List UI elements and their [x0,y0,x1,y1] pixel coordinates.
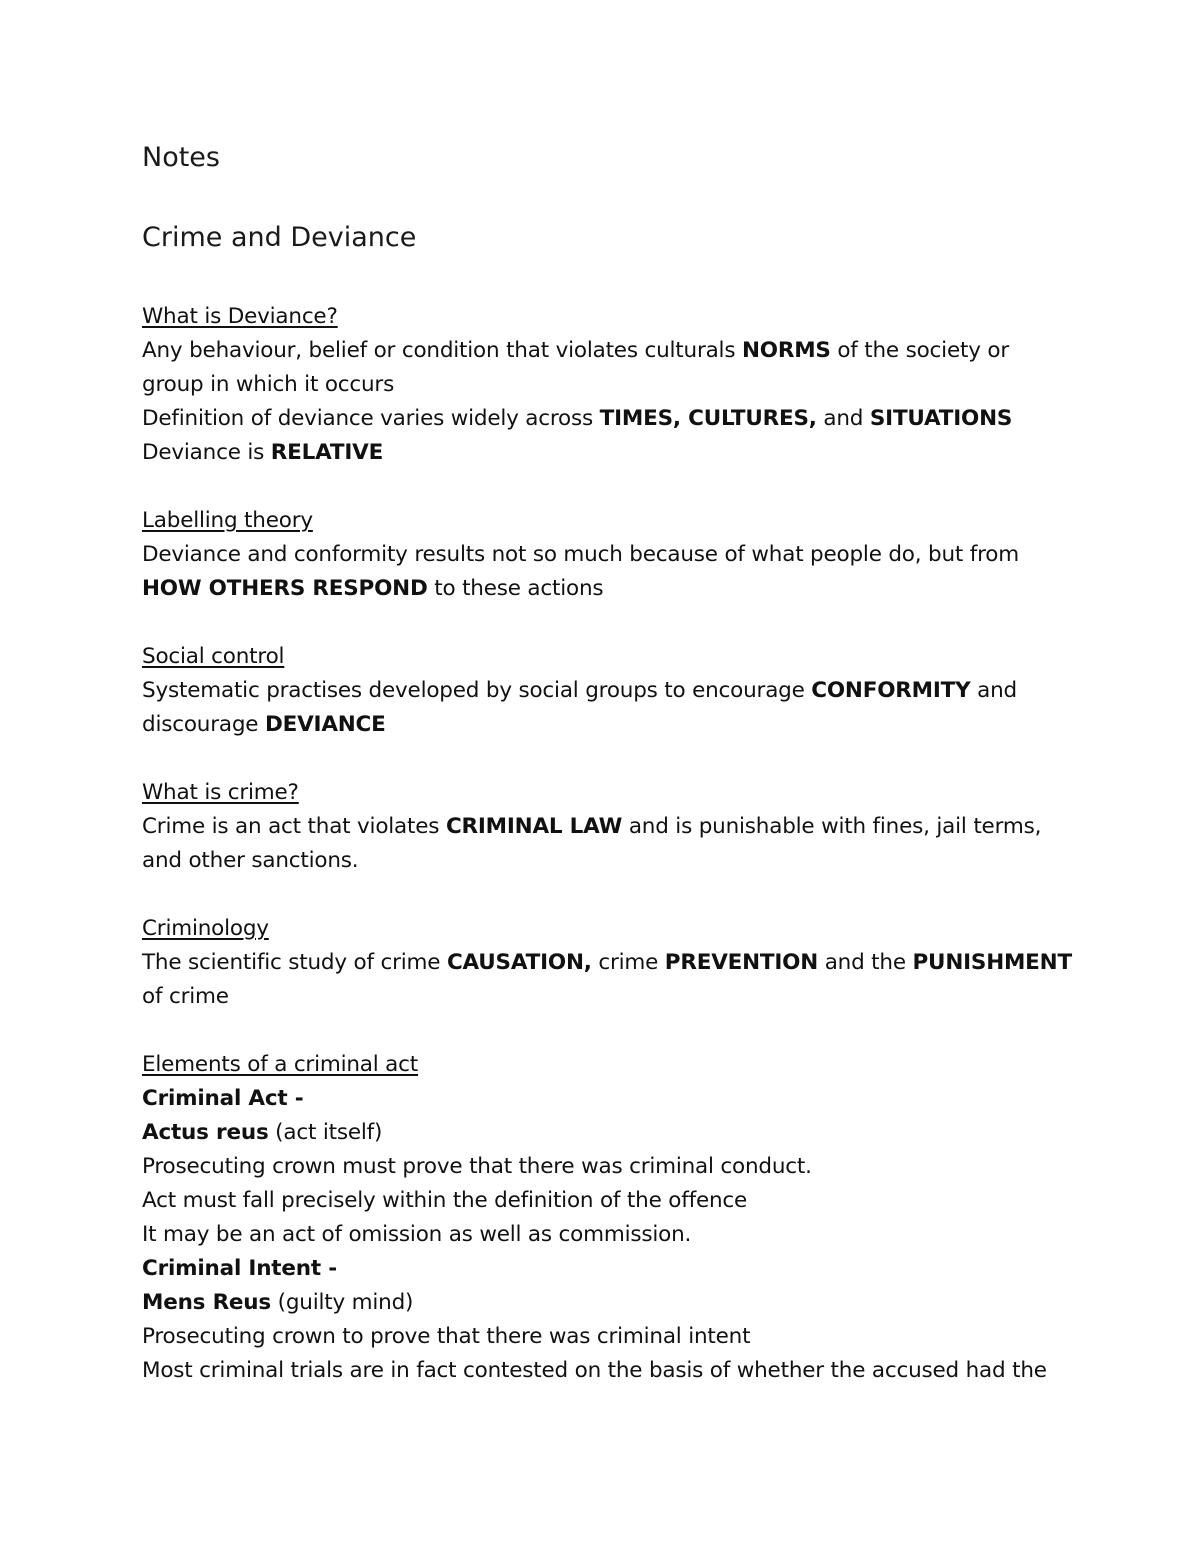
bold-term: Criminal Act - [142,1086,304,1111]
text-line [142,538,1062,572]
text-segment: group in which it occurs [142,372,395,397]
text-line [142,1354,1062,1388]
bold-term: DEVIANCE [264,712,386,737]
text-segment: The scientific study of crime [142,950,447,975]
text-line [142,1150,1062,1184]
text-segment: Most criminal trials are in fact contested on the basis of whether the accused had the [142,1358,1047,1383]
text-line [142,1116,1062,1150]
bold-term: NORMS [741,338,831,363]
text-line [142,1320,1062,1354]
text-line [142,1218,1062,1252]
text-segment: and [816,406,870,431]
section-heading [142,776,1062,810]
bold-term: CAUSATION, [446,950,592,975]
blank-line [142,606,1062,640]
bold-term: CONFORMITY [811,678,971,703]
text-segment: Systematic practises developed by social groups to encourage [142,678,812,703]
heading-text: Labelling theory [142,508,313,533]
text-line [142,572,1062,606]
bold-term: HOW OTHERS RESPOND [142,576,428,601]
text-segment: and is punishable with fines, jail terms, [622,814,1042,839]
text-segment: crime [591,950,665,975]
page-subtitle: Crime and Deviance [142,222,417,253]
heading-text: What is Deviance? [142,304,338,329]
text-segment: of the society or [830,338,1009,363]
heading-text: Criminology [142,916,269,941]
text-line [142,334,1062,368]
text-segment: (act itself) [268,1120,383,1145]
blank-line [142,470,1062,504]
blank-line [142,742,1062,776]
bold-term: Actus reus [142,1120,269,1145]
text-line [142,980,1062,1014]
bold-term: Mens Reus [142,1290,272,1315]
bold-term: Criminal Intent - [142,1256,337,1281]
heading-text: Social control [142,644,285,669]
text-line [142,844,1062,878]
bold-term: PUNISHMENT [912,950,1072,975]
section-heading [142,1048,1062,1082]
text-segment: Deviance and conformity results not so much because of what people do, but from [142,542,1020,567]
text-line [142,436,1062,470]
text-segment: Prosecuting crown to prove that there was criminal intent [142,1324,751,1349]
text-segment: of crime [142,984,229,1009]
bold-term: CRIMINAL LAW [445,814,623,839]
text-line [142,946,1072,980]
heading-text: Elements of a criminal act [142,1052,419,1077]
text-line [142,1252,1062,1286]
text-segment: Definition of deviance varies widely across [142,406,600,431]
text-segment: Prosecuting crown must prove that there was criminal conduct. [142,1154,812,1179]
page-title: Notes [142,142,220,173]
blank-line [142,1014,1062,1048]
text-line [142,708,1062,742]
text-segment: It may be an act of omission as well as commission. [142,1222,692,1247]
section-heading [142,504,1062,538]
text-line [142,810,1062,844]
bold-term: TIMES, CULTURES, [599,406,817,431]
text-segment: (guilty mind) [271,1290,414,1315]
text-segment: to these actions [427,576,604,601]
text-segment: and the [818,950,913,975]
text-line [142,1082,1062,1116]
text-segment: Crime is an act that violates [142,814,446,839]
text-line [142,1286,1062,1320]
text-line [142,1184,1062,1218]
text-segment: and other sanctions. [142,848,359,873]
text-segment: Act must fall precisely within the definition of the offence [142,1188,748,1213]
bold-term: PREVENTION [664,950,819,975]
text-line [142,402,1062,436]
text-line [142,368,1062,402]
text-segment: Deviance is [142,440,271,465]
bold-term: SITUATIONS [869,406,1013,431]
document-body [142,300,1072,1388]
text-line [142,674,1062,708]
blank-line [142,878,1062,912]
section-heading [142,640,1062,674]
text-segment: and [970,678,1017,703]
heading-text: What is crime? [142,780,299,805]
section-heading [142,300,1062,334]
bold-term: RELATIVE [270,440,384,465]
text-segment: Any behaviour, belief or condition that violates culturals [142,338,742,363]
text-segment: discourage [142,712,265,737]
section-heading [142,912,1062,946]
